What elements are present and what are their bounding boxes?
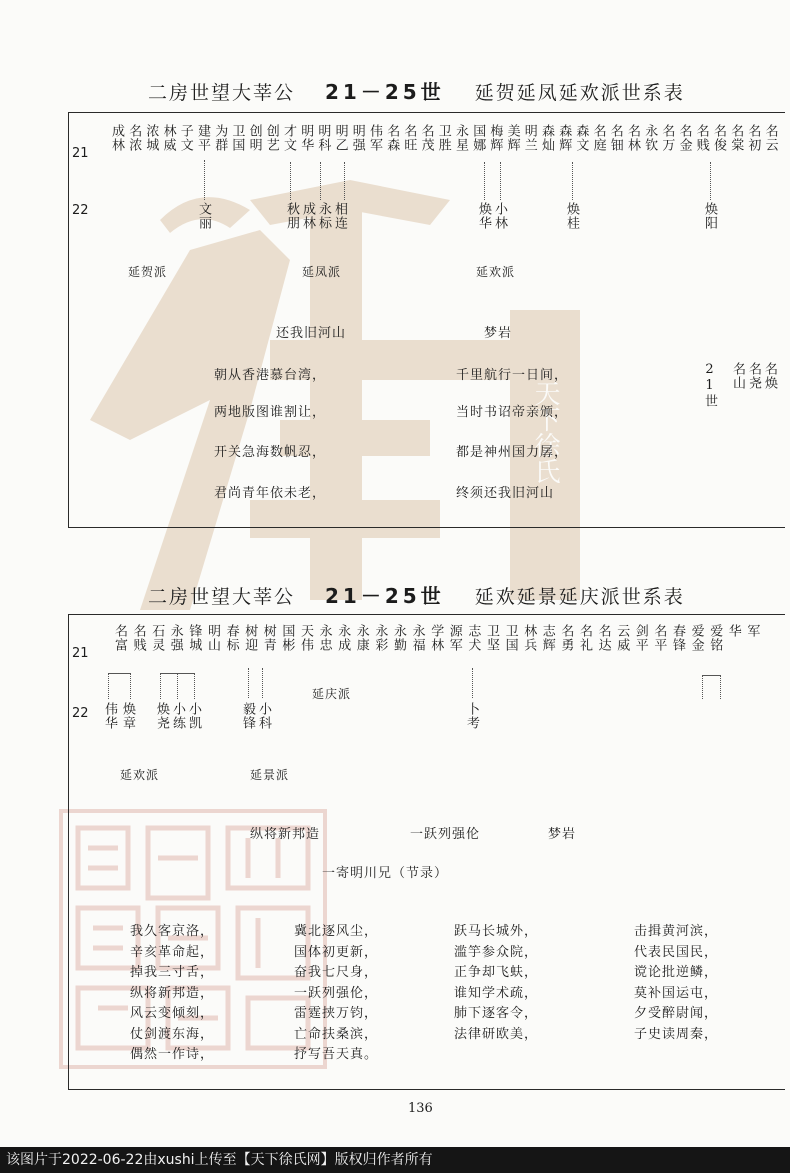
table2-gen22-label: 22 [72, 706, 89, 721]
table1-poem-right-4: 终须还我旧河山 [456, 486, 555, 501]
table2-gen21-name-15: 永彩 [372, 624, 388, 652]
table1-poem-left-2: 两地版图谁割让， [214, 405, 327, 420]
table1-branch-yanhe: 延贺派 [128, 265, 168, 279]
table1-gen22-name-7: 小林 [492, 202, 507, 230]
table2-gen21-name-22: 卫国 [502, 624, 518, 652]
table2-gen22-name-3: 焕尧 [154, 702, 169, 730]
table2-poem-col1-line-7: 偶然一作诗， [130, 1047, 215, 1062]
table1-branch-yanfeng: 延凤派 [302, 265, 342, 279]
table1-gen22-name-6: 焕华 [476, 202, 491, 230]
table2-title-generations: 21－25世 [325, 584, 445, 608]
table1-gen21-name-23: 梅辉 [487, 124, 503, 152]
table1-gen21-name-8: 卫国 [229, 124, 245, 152]
table2-gen21-name-34: 华 [725, 624, 741, 638]
table1-poem-left-4: 君尚青年依未老， [214, 486, 327, 501]
table2-title [148, 580, 685, 609]
table2-gen22-name-1: 伟华 [102, 702, 117, 730]
table2-gen21-name-20: 志犬 [465, 624, 481, 652]
table2-poem-col1-line-6: 仗剑渡东海， [130, 1026, 215, 1042]
table1-title-branches: 延贺延凤延欢派世系表 [474, 82, 685, 104]
table1-gen21-name-14: 明乙 [332, 124, 348, 152]
table2-poem-col3-line-4: 谁知学术疏， [454, 985, 539, 1001]
table2-gen21-name-30: 名平 [651, 624, 667, 652]
table1-gen21-name-3: 浓城 [143, 124, 159, 152]
table1-gen22-label: 22 [72, 203, 89, 218]
table2-poem-col3-line-5: 肺下逐客令， [454, 1006, 539, 1021]
table1-gen22-name-3: 成林 [300, 202, 315, 230]
table1-gen21-name-24: 美辉 [504, 124, 520, 152]
table2-gen21-name-8: 树迎 [242, 624, 258, 652]
table2-gen21-name-18: 学林 [428, 624, 444, 652]
table1-poem-title: 还我旧河山 [276, 326, 347, 341]
table2-gen21-name-29: 剑平 [632, 624, 648, 652]
table2-gen21-name-19: 源军 [446, 624, 462, 652]
table2-poem-col1-line-5: 风云变倾刻， [130, 1006, 215, 1021]
table2-gen21-name-10: 国彬 [279, 624, 295, 652]
table2-poem-col2-line-7: 抒写吾天真。 [294, 1047, 379, 1062]
table2-poem-col1-line-4: 纵将新邦造， [130, 985, 215, 1001]
table1-side-name-3: 名焕 [762, 362, 777, 390]
table2-gen22-name-5: 小凯 [186, 702, 201, 730]
table1-gen21-name-36: 名俊 [711, 124, 726, 152]
table2-gen22-name-6: 毅锋 [240, 702, 255, 730]
table2-gen21-name-23: 林兵 [521, 624, 537, 652]
table1-poem-left-3: 开关急海数帆忍， [214, 445, 327, 460]
table1-gen22-name-2: 秋朋 [284, 202, 299, 230]
table1-gen21-name-9: 创明 [246, 124, 262, 152]
table2-poem-col2-line-1: 冀北逐风尘， [294, 924, 379, 939]
table1-gen21-name-25: 明兰 [521, 124, 537, 152]
table1-gen21-name-5: 子文 [177, 124, 193, 152]
table1-gen21-name-32: 永钦 [642, 124, 658, 152]
table1-gen21-name-18: 名旺 [401, 124, 417, 152]
table1-gen21-name-1: 成林 [109, 124, 124, 152]
table1-gen21-name-20: 卫胜 [435, 124, 451, 152]
table1-gen21-name-26: 森灿 [539, 124, 554, 152]
table1-gen22-name-5: 相连 [332, 202, 347, 230]
page-number: 136 [408, 1101, 433, 1116]
table1-gen22-name-1: 文丽 [196, 202, 211, 230]
table2-gen21-name-26: 名礼 [577, 624, 592, 652]
table2-gen21-name-13: 永成 [335, 624, 351, 652]
table2-poem-col2-line-4: 一跃列强伦， [294, 985, 379, 1001]
table1-gen21-name-30: 名钿 [607, 124, 623, 152]
table1-side-generation: 21世 [702, 362, 717, 408]
table1-gen22-name-4: 永标 [316, 202, 331, 230]
table2-poem-col4-line-2: 代表民国民， [634, 944, 719, 960]
table2-gen21-name-3: 石灵 [149, 624, 165, 652]
table1-gen21-name-37: 名棠 [728, 124, 744, 152]
table1-poem-left-1: 朝从香港慕台湾， [214, 368, 327, 383]
table2-poem-col4-line-1: 击揖黄河滨， [634, 924, 719, 939]
table2-gen21-name-24: 志辉 [539, 624, 555, 652]
table1-gen21-name-35: 名贱 [693, 124, 709, 152]
table2-gen21-name-35: 军 [744, 624, 760, 638]
table2-gen21-name-11: 天伟 [298, 624, 313, 652]
table1-frame [68, 112, 785, 528]
table1-gen21-name-34: 名金 [676, 124, 692, 152]
table1-title-generations: 21－25世 [325, 80, 445, 104]
table2-poem-col3-line-2: 滥竽参众院， [454, 944, 539, 960]
table1-poem-right-1: 千里航行一日间， [456, 368, 569, 383]
table2-gen21-name-7: 春标 [223, 624, 239, 652]
table2-gen21-name-12: 永忠 [316, 624, 332, 652]
table2-gen21-name-1: 名富 [112, 624, 127, 652]
table2-poem-line1: 纵将新邦造 [250, 827, 321, 842]
table2-poem-col4-line-5: 夕受醉尉闻， [634, 1006, 719, 1021]
table2-gen22-name-4: 小练 [170, 702, 185, 730]
table2-gen21-name-27: 名达 [595, 624, 611, 652]
table1-gen21-name-17: 名森 [384, 124, 400, 152]
table1-gen21-name-39: 名云 [762, 124, 778, 152]
table1-gen21-name-7: 为群 [212, 124, 228, 152]
table2-gen21-name-25: 名勇 [558, 624, 574, 652]
table2-poem-col4-line-6: 子史读周秦， [634, 1026, 719, 1042]
table2-gen21-name-5: 锋城 [186, 624, 202, 652]
table2-title-branches: 延欢延景延庆派世系表 [474, 586, 685, 608]
table2-poem-col2-line-2: 国体初更新， [294, 944, 379, 960]
table2-gen22-name-8: 卜考 [464, 702, 479, 730]
table2-poem-col4-line-3: 谠论批逆鳞， [634, 965, 719, 980]
table1-gen21-label: 21 [72, 146, 89, 161]
table1-gen22-name-8: 焕桂 [564, 202, 579, 230]
table2-gen21-name-17: 永福 [409, 624, 425, 652]
table1-poem-author: 梦岩 [484, 326, 513, 341]
table1-poem-right-2: 当时书诏帝亲颁， [456, 405, 569, 420]
table2-branch-yanjing: 延景派 [250, 768, 290, 782]
table1-gen21-name-16: 伟军 [367, 124, 382, 152]
table2-gen21-name-16: 永勤 [391, 624, 406, 652]
table1-title [148, 76, 685, 105]
table1-branch-yanhuan: 延欢派 [476, 265, 516, 279]
table2-poem-col2-line-6: 亡命扶桑滨， [294, 1026, 379, 1042]
table1-gen21-name-12: 明华 [298, 124, 314, 152]
watermark-vertical-text: 天下徐氏 [530, 380, 560, 484]
table2-gen21-name-2: 名贱 [130, 624, 146, 652]
table2-poem-col3-line-3: 正争却飞蚨， [454, 965, 539, 980]
table1-title-lineage: 二房世望大莘公 [148, 82, 296, 104]
table2-gen21-name-33: 爱铭 [707, 624, 723, 652]
table2-poem-col1-line-2: 辛亥革命起， [130, 944, 215, 960]
table2-poem-col3-line-6: 法律研欧美， [454, 1026, 539, 1042]
table1-gen21-name-21: 永星 [453, 124, 468, 152]
table2-poem-author: 梦岩 [548, 827, 577, 842]
table1-side-name-1: 名山 [730, 362, 745, 390]
table1-gen22-name-9: 焕阳 [702, 202, 717, 230]
table1-gen21-name-2: 名浓 [126, 124, 142, 152]
table2-poem-col2-line-5: 雷霆挟万钧， [294, 1006, 379, 1021]
table1-gen21-name-27: 森辉 [556, 124, 572, 152]
table2-poem-subtitle: 一寄明川兄（节录） [322, 866, 449, 881]
table1-gen21-name-38: 名初 [745, 124, 761, 152]
table2-gen21-name-6: 明山 [205, 624, 220, 652]
table2-poem-col4-line-4: 莫补国运屯， [634, 985, 719, 1001]
table2-gen21-name-4: 永强 [167, 624, 183, 652]
table1-gen21-name-13: 明科 [315, 124, 331, 152]
table1-gen21-name-29: 名庭 [590, 124, 606, 152]
table2-gen21-name-28: 云威 [614, 624, 630, 652]
table1-gen21-name-4: 林威 [160, 124, 176, 152]
table2-gen22-name-2: 焕章 [120, 702, 135, 730]
table1-gen21-name-33: 名万 [659, 124, 675, 152]
table2-branch-yanhuan: 延欢派 [120, 768, 160, 782]
table1-side-name-2: 名尧 [746, 362, 761, 390]
table2-poem-col1-line-3: 掉我三寸舌， [130, 965, 215, 980]
table2-poem-col1-line-1: 我久客京洛， [130, 924, 215, 939]
table1-poem-right-3: 都是神州国力孱， [456, 445, 569, 460]
table2-gen21-name-31: 春锋 [670, 624, 685, 652]
table2-gen21-label: 21 [72, 646, 89, 661]
table2-gen21-name-14: 永康 [353, 624, 369, 652]
table1-gen21-name-22: 国娜 [470, 124, 486, 152]
table2-gen21-name-21: 卫坚 [484, 624, 499, 652]
table2-poem-col3-line-1: 跃马长城外， [454, 924, 539, 939]
table2-poem-col2-line-3: 奋我七尺身， [294, 965, 379, 980]
table2-branch-yanqing: 延庆派 [312, 687, 352, 701]
table2-gen21-name-9: 树青 [260, 624, 276, 652]
table1-gen21-name-28: 森文 [573, 124, 589, 152]
table2-title-lineage: 二房世望大莘公 [148, 586, 296, 608]
upload-footer: 该图片于2022-06-22由xushi上传至【天下徐氏网】版权归作者所有 [0, 1147, 790, 1173]
table2-gen22-name-7: 小科 [256, 702, 271, 730]
table2-gen21-name-32: 爱金 [688, 624, 704, 652]
table1-gen21-name-10: 创艺 [263, 124, 279, 152]
table1-gen21-name-19: 名茂 [418, 124, 434, 152]
table1-gen21-name-15: 明强 [349, 124, 365, 152]
table1-gen21-name-31: 名林 [625, 124, 640, 152]
table1-gen21-name-11: 才文 [281, 124, 296, 152]
table1-gen21-name-6: 建平 [195, 124, 210, 152]
table2-poem-line1b: 一跃列强伦 [410, 827, 481, 842]
